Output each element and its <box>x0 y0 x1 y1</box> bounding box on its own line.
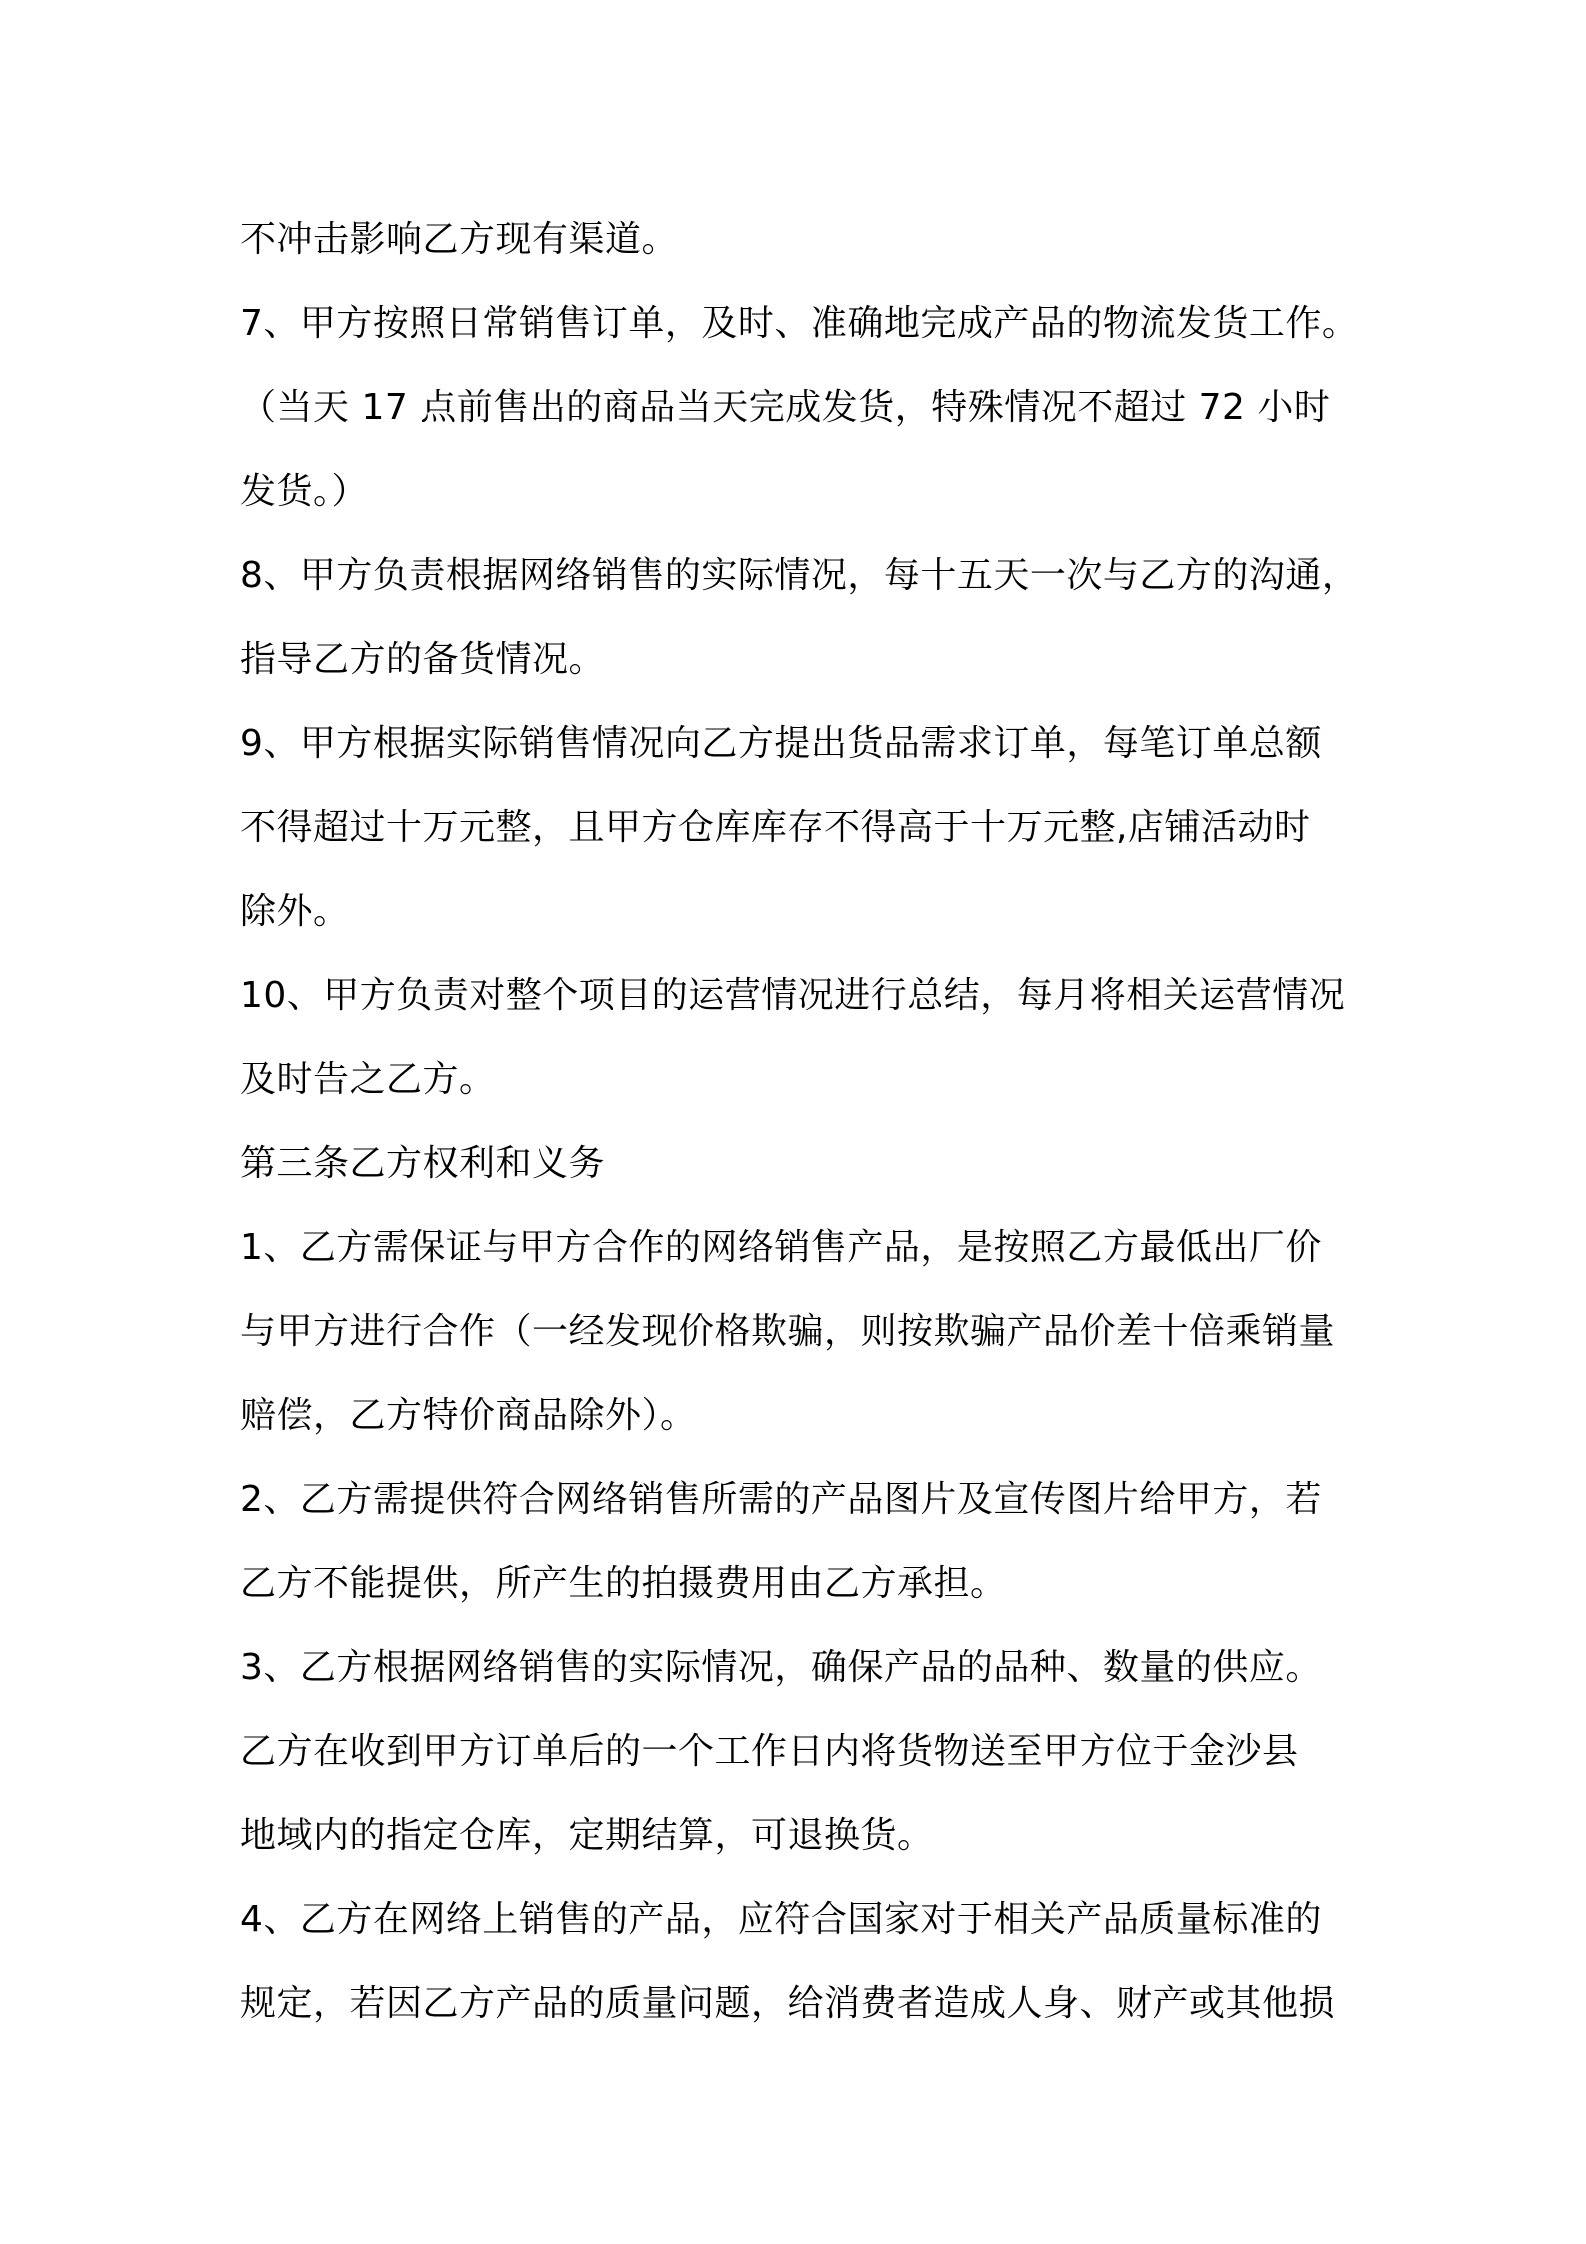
text-line: 不冲击影响乙方现有渠道。 <box>240 219 679 260</box>
text-line: 乙方在收到甲方订单后的一个工作日内将货物送至甲方位于金沙县 <box>240 1731 1299 1772</box>
text-line: 3、乙方根据网络销售的实际情况，确保产品的品种、数量的供应。 <box>240 1647 1322 1688</box>
text-line: 与甲方进行合作（一经发现价格欺骗，则按欺骗产品价差十倍乘销量 <box>240 1311 1336 1352</box>
text-line: 规定，若因乙方产品的质量问题，给消费者造成人身、财产或其他损 <box>240 1983 1336 2024</box>
text-line: 指导乙方的备货情况。 <box>240 639 606 680</box>
text-line: （当天 17 点前售出的商品当天完成发货，特殊情况不超过 72 小时 <box>240 387 1331 428</box>
text-line: 及时告之乙方。 <box>240 1059 496 1100</box>
text-line: 10、甲方负责对整个项目的运营情况进行总结，每月将相关运营情况 <box>240 975 1346 1016</box>
text-line: 除外。 <box>240 891 350 932</box>
text-line: 不得超过十万元整，且甲方仓库库存不得高于十万元整,店铺活动时 <box>240 807 1311 848</box>
section-heading: 第三条乙方权利和义务 <box>240 1143 606 1184</box>
text-line: 9、甲方根据实际销售情况向乙方提出货品需求订单，每笔订单总额 <box>240 723 1322 764</box>
text-line: 1、乙方需保证与甲方合作的网络销售产品，是按照乙方最低出厂价 <box>240 1227 1322 1268</box>
document-body <box>240 198 1358 2046</box>
text-line: 2、乙方需提供符合网络销售所需的产品图片及宣传图片给甲方，若 <box>240 1479 1322 1520</box>
text-line: 8、甲方负责根据网络销售的实际情况，每十五天一次与乙方的沟通， <box>240 555 1359 596</box>
text-line: 赔偿，乙方特价商品除外）。 <box>240 1395 697 1436</box>
text-line: 乙方不能提供，所产生的拍摄费用由乙方承担。 <box>240 1563 1007 1604</box>
text-line: 发货。） <box>240 471 369 512</box>
text-line: 7、甲方按照日常销售订单，及时、准确地完成产品的物流发货工作。 <box>240 303 1359 344</box>
text-line: 4、乙方在网络上销售的产品，应符合国家对于相关产品质量标准的 <box>240 1899 1322 1940</box>
text-line: 地域内的指定仓库，定期结算，可退换货。 <box>240 1815 934 1856</box>
